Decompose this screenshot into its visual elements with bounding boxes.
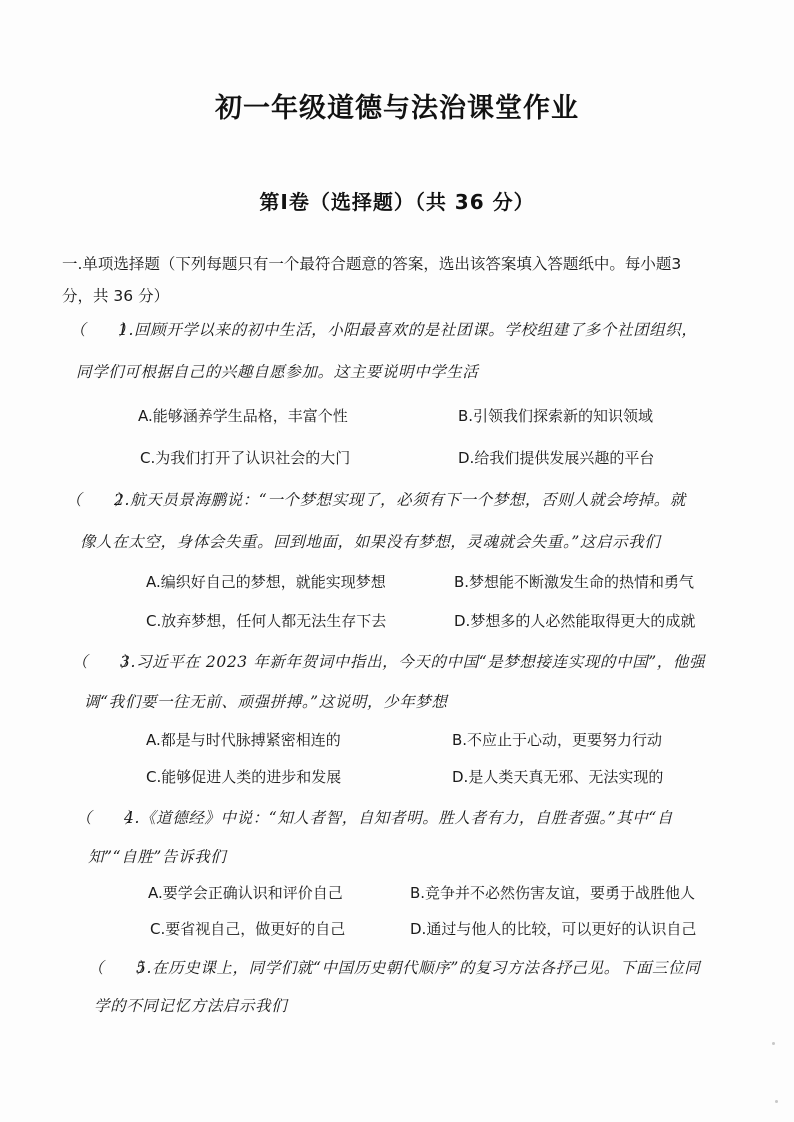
question-1-stem-line-2: 同学们可根据自己的兴趣自愿参加。这主要说明中学生活 — [76, 363, 479, 381]
question-3-stem-line-2: 调“我们要一往无前、顽强拼搏。”这说明，少年梦想 — [84, 693, 448, 711]
question-4-option-a: A.要学会正确认识和评价自己 — [148, 884, 343, 902]
question-5-stem-line-2: 学的不同记忆方法启示我们 — [94, 997, 288, 1015]
question-3-option-b: B.不应止于心动，更要努力行动 — [452, 731, 663, 749]
question-4-text: 4.《道德经》中说：“知人者智，自知者明。胜人者有力，自胜者强。”其中“自 — [124, 809, 674, 827]
answer-paren: （ ） — [88, 959, 153, 977]
question-3-option-d: D.是人类天真无邪、无法实现的 — [452, 768, 664, 786]
page-title: 初一年级道德与法治课堂作业 — [215, 93, 579, 124]
question-2-option-d: D.梦想多的人必然能取得更大的成就 — [454, 612, 696, 630]
answer-paren: （ ） — [72, 653, 137, 671]
scan-speck — [772, 1042, 775, 1045]
question-1-option-d: D.给我们提供发展兴趣的平台 — [458, 449, 655, 467]
question-3-option-c: C.能够促进人类的进步和发展 — [146, 768, 342, 786]
question-3-text: 3.习近平在 2023 年新年贺词中指出，今天的中国“是梦想接连实现的中国”，他强 — [120, 653, 706, 671]
question-4-stem-line-1 — [76, 806, 673, 828]
question-1-text: 1.回顾开学以来的初中生活，小阳最喜欢的是社团课。学校组建了多个社团组织， — [118, 321, 698, 339]
question-2-option-c: C.放弃梦想，任何人都无法生存下去 — [146, 612, 387, 630]
question-4-option-d: D.通过与他人的比较，可以更好的认识自己 — [410, 920, 697, 938]
question-1-option-c: C.为我们打开了认识社会的大门 — [140, 449, 351, 467]
section-title: 第Ⅰ卷（选择题）（共 36 分） — [259, 190, 535, 214]
instructions-line-1: 一.单项选择题（下列每题只有一个最符合题意的答案，选出该答案填入答题纸中。每小题3 — [62, 255, 682, 273]
question-1-option-a: A.能够涵养学生品格，丰富个性 — [138, 407, 348, 425]
question-2-option-b: B.梦想能不断激发生命的热情和勇气 — [454, 573, 695, 591]
answer-paren: （ ） — [66, 491, 131, 509]
question-3-stem-line-1 — [72, 650, 705, 672]
question-5-stem-line-1 — [88, 956, 700, 978]
answer-paren: （ ） — [70, 321, 135, 339]
question-1-stem-line-1 — [70, 318, 698, 340]
question-4-option-b: B.竞争并不必然伤害友谊，要勇于战胜他人 — [410, 884, 696, 902]
question-4-option-c: C.要省视自己，做更好的自己 — [150, 920, 346, 938]
question-1-option-b: B.引领我们探索新的知识领域 — [458, 407, 654, 425]
question-5-text: 5.在历史课上，同学们就“中国历史朝代顺序”的复习方法各抒己见。下面三位同 — [136, 959, 701, 977]
question-2-stem-line-2: 像人在太空，身体会失重。回到地面，如果没有梦想，灵魂就会失重。”这启示我们 — [80, 533, 661, 551]
scan-speck — [775, 1100, 778, 1103]
question-2-text: 2.航天员景海鹏说：“一个梦想实现了，必须有下一个梦想，否则人就会垮掉。就 — [114, 491, 686, 509]
question-2-stem-line-1 — [66, 488, 686, 510]
question-3-option-a: A.都是与时代脉搏紧密相连的 — [146, 731, 341, 749]
question-2-option-a: A.编织好自己的梦想，就能实现梦想 — [146, 573, 386, 591]
question-4-stem-line-2: 知”“自胜”告诉我们 — [88, 848, 227, 866]
answer-paren: （ ） — [76, 809, 141, 827]
instructions-line-2: 分，共 36 分） — [62, 287, 170, 305]
